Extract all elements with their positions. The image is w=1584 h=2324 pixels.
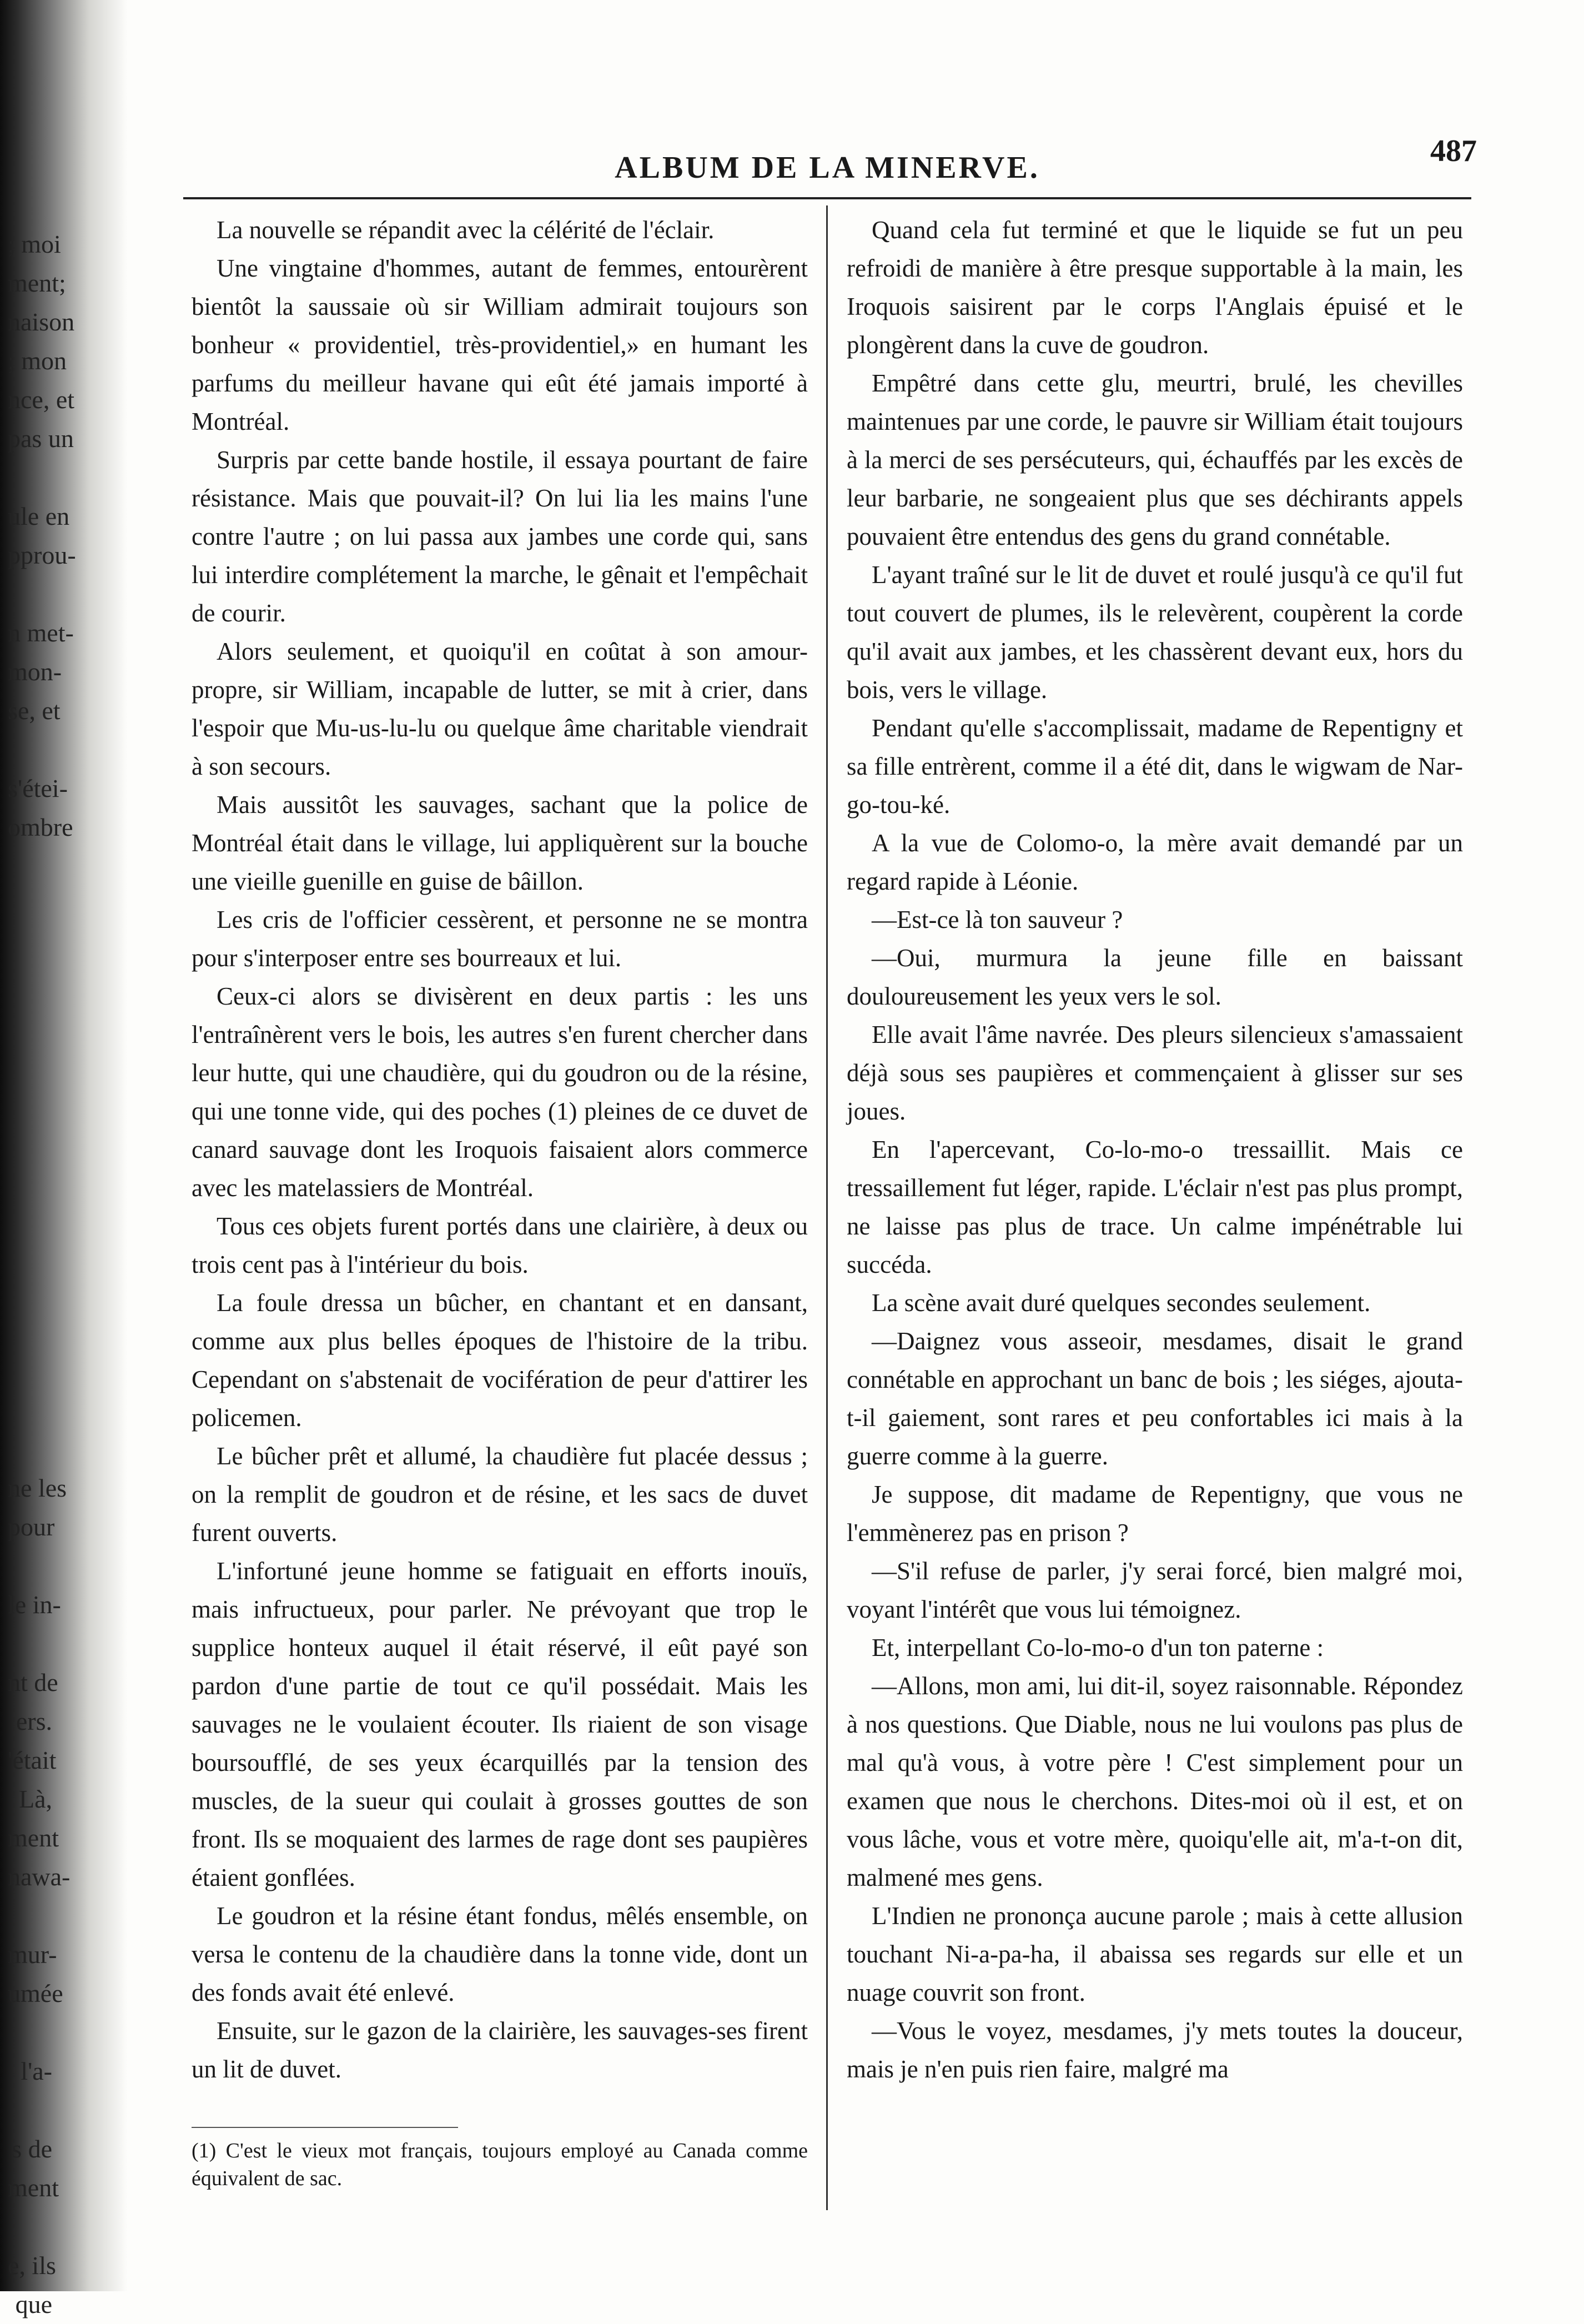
column-divider xyxy=(826,205,828,2210)
previous-column-line: umée xyxy=(8,1979,63,2007)
paragraph: —Allons, mon ami, lui dit-il, soyez raisonnable. Répondez à nos questions. Que Diable, nous ne lui voulons pas plus de mal qu'à vous, à votre père ! C'est simplement pour un examen que nous le cherchons. Dites-moi où il est, et on vous lâche, vous et votre mère, quoiqu'elle ait, m'a-t-on dit, malmené mes gens. xyxy=(847,1672,1463,1891)
paragraph: Tous ces objets furent portés dans une clairière, à deux ou trois cent pas à l'intérieur du bois. xyxy=(192,1212,808,1278)
paragraph: —Daignez vous asseoir, mesdames, disait le grand connétable en approchant un banc de bois ; les siéges, ajouta-t-il gaiement, sont rares et peu confortables ici mais à la guerre comme à la guerre. xyxy=(847,1327,1463,1470)
previous-column-line: que xyxy=(15,2290,52,2318)
previous-column-line: se, et xyxy=(8,696,61,725)
previous-column-line xyxy=(8,1002,52,1041)
previous-column-line: pas un xyxy=(8,424,74,453)
paragraph: Le goudron et la résine étant fondus, mêlés ensemble, on versa le contenu de la chaudière dans la tonne vide, dont un des fonds avait été enlevé. xyxy=(192,1902,808,2006)
paragraph: Ceux-ci alors se divisèrent en deux partis : les uns l'entraînèrent vers le bois, les autres s'en furent chercher dans leur hutte, qui une chaudière, qui du goudron ou de la résine, qui une tonne vide, qui des poches (1) pleines de ce duvet de canard sauvage dont les Iroquois faisaient alors commerce avec les matelassiers de Montréal. xyxy=(192,982,808,1202)
paragraph: Ensuite, sur le gazon de la clairière, les sauvages-ses firent un lit de duvet. xyxy=(192,2017,808,2083)
paragraph: Pendant qu'elle s'accomplissait, madame de Repentigny et sa fille entrèrent, comme il a été dit, dans le wigwam de Nar-go-tou-ké. xyxy=(847,714,1463,819)
paragraph: —Vous le voyez, mesdames, j'y mets toutes la douceur, mais je n'en puis rien faire, malgré ma xyxy=(847,2017,1463,2083)
previous-column-line: s de xyxy=(12,2135,52,2163)
paragraph: Le bûcher prêt et allumé, la chaudière fut placée dessus ; on la remplit de goudron et de résine, et les sacs de duvet furent ouverts. xyxy=(192,1442,808,1547)
previous-column-line xyxy=(8,847,52,886)
previous-column-line xyxy=(8,1430,52,1469)
previous-column-line xyxy=(8,1624,52,1663)
paragraph: L'infortuné jeune homme se fatiguait en efforts inouïs, mais infructueux, pour parler. Ne prévoyant que trop le supplice honteux auquel il était réservé, il eût payé son pardon d'une partie de tout ce qu'il possédait. Mais les sauvages ne le voulaient écouter. Ils riaient de son visage boursoufflé, de ses yeux écarquillés par la tension des muscles, de la sueur qui coulait à grosses gouttes de son front. Ils se moquaient des larmes de rage dont ses paupières étaient gonflées. xyxy=(192,1557,808,1891)
paragraph: La foule dressa un bûcher, en chantant et en dansant, comme aux plus belles époques de l'histoire de la tribu. Cependant on s'abstenait de vocifération de peur d'attirer les policemen. xyxy=(192,1289,808,1432)
paragraph: Mais aussitôt les sauvages, sachant que la police de Montréal était dans le village, lui appliquèrent sur la bouche une vieille guenille en guise de bâillon. xyxy=(192,791,808,895)
previous-column-line: nt de xyxy=(8,1668,58,1696)
previous-column-line xyxy=(8,886,52,925)
paragraph: —S'il refuse de parler, j'y serai forcé, bien malgré moi, voyant l'intérêt que vous lui témoignez. xyxy=(847,1557,1463,1623)
previous-column-line: ; moi xyxy=(8,230,61,258)
paragraph: Surpris par cette bande hostile, il essaya pourtant de faire résistance. Mais que pouvait-il? On lui lia les mains l'une contre l'autre ; on lui passa aux jambes une corde qui, sans lui interdire complétement la marche, le gênait et l'empêchait de courir. xyxy=(192,446,808,627)
previous-column-line xyxy=(8,458,52,497)
paragraph: Les cris de l'officier cessèrent, et personne ne se montra pour s'interposer entre ses bourreaux et lui. xyxy=(192,906,808,972)
running-head-title: ALBUM DE LA MINERVE. xyxy=(615,150,1040,185)
previous-column-line xyxy=(8,1197,52,1236)
previous-column-line: s'étei- xyxy=(8,774,68,802)
previous-column-line xyxy=(8,1352,52,1391)
paragraph: L'Indien ne prononça aucune parole ; mais à cette allusion touchant Ni-a-pa-ha, il abaissa ses regards sur elle et un nuage couvrit son front. xyxy=(847,1902,1463,2006)
previous-column-line: nawa- xyxy=(8,1863,71,1891)
previous-column-line: naison xyxy=(8,308,75,336)
previous-column-line: ne les xyxy=(8,1474,67,1502)
previous-column-line xyxy=(8,2013,52,2052)
paragraph: L'ayant traîné sur le lit de duvet et roulé jusqu'à ce qu'il fut tout couvert de plumes, ils le relevèrent, coupèrent la corde qu'il avait aux jambes, et les chassèrent devant eux, hors du bois, vers le village. xyxy=(847,561,1463,704)
paragraph: Et, interpellant Co-lo-mo-o d'un ton paterne : xyxy=(872,1634,1324,1662)
paragraph: Elle avait l'âme navrée. Des pleurs silencieux s'amassaient déjà sous ses paupières et commençaient à glisser sur ses joues. xyxy=(847,1021,1463,1125)
paragraph: Quand cela fut terminé et que le liquide se fut un peu refroidi de manière à être presque supportable à la main, les Iroquois saisirent par le corps l'Anglais épuisé et le plongèrent dans la cuve de goudron. xyxy=(847,216,1463,359)
right-text-column xyxy=(847,211,1463,2089)
previous-column-line xyxy=(8,1391,52,1430)
previous-column-line: ment xyxy=(8,1824,59,1852)
previous-column-line xyxy=(8,2091,52,2130)
previous-column-line: pprou- xyxy=(8,541,76,569)
page-number: 487 xyxy=(1430,134,1477,168)
previous-column-line: ; mon xyxy=(8,347,67,375)
paragraph: La scène avait duré quelques secondes seulement. xyxy=(872,1289,1371,1317)
previous-column-line xyxy=(8,1158,52,1197)
paragraph: Alors seulement, et quoiqu'il en coûtat à son amour-propre, sir William, incapable de lutter, se mit à crier, dans l'espoir que Mu-us-lu-lu ou quelque âme charitable viendrait à son secours. xyxy=(192,638,808,780)
footnote-rule xyxy=(192,2127,458,2128)
previous-column-line xyxy=(8,730,52,769)
previous-column-line xyxy=(8,963,52,1002)
previous-column-line: e, ils xyxy=(8,2251,56,2280)
previous-column-line: ers. xyxy=(16,1707,52,1735)
paragraph: A la vue de Colomo-o, la mère avait demandé par un regard rapide à Léonie. xyxy=(847,829,1463,895)
previous-column-line: le in- xyxy=(8,1590,61,1619)
previous-column-line: 'était xyxy=(8,1746,57,1774)
previous-column-line: mur- xyxy=(8,1940,57,1969)
left-text-column xyxy=(192,211,808,2089)
header-rule xyxy=(183,197,1471,199)
previous-column-line xyxy=(8,1080,52,1119)
previous-column-line xyxy=(8,1896,52,1935)
previous-column-line: n met- xyxy=(8,619,74,647)
previous-column-line xyxy=(8,1274,52,1313)
previous-column-line: ment; xyxy=(8,269,66,297)
previous-column-line: Là, xyxy=(18,1785,52,1813)
previous-column-line xyxy=(8,1547,52,1585)
paragraph: Une vingtaine d'hommes, autant de femmes, entourèrent bientôt la saussaie où sir William admirait toujours son bonheur « providentiel, très-providentiel,» en humant les parfums du meilleur havane qui eût été jamais importé à Montréal. xyxy=(192,254,808,435)
paragraph: —Est-ce là ton sauveur ? xyxy=(872,906,1123,933)
footnote: (1) C'est le vieux mot français, toujours employé au Canada comme équivalent de sac. xyxy=(192,2139,808,2190)
previous-column-line xyxy=(8,1041,52,1080)
previous-column-line: pour xyxy=(8,1513,55,1541)
previous-column-line xyxy=(8,1313,52,1352)
paragraph: La nouvelle se répandit avec la célérité de l'éclair. xyxy=(217,216,715,244)
previous-column-line: mon- xyxy=(8,657,62,686)
previous-column-line xyxy=(8,575,52,614)
previous-column-line: l'a- xyxy=(21,2057,52,2085)
previous-column-line: ule en xyxy=(8,502,70,530)
previous-column-line xyxy=(8,1236,52,1274)
paragraph: En l'apercevant, Co-lo-mo-o tressaillit. Mais ce tressaillement fut léger, rapide. L'éclair n'est pas plus prompt, ne laisse pas plus de trace. Un calme impénétrable lui succéda. xyxy=(847,1136,1463,1278)
previous-column-line xyxy=(8,925,52,963)
previous-column-line: ment xyxy=(8,2174,59,2202)
paragraph: —Oui, murmura la jeune fille en baissant douloureusement les yeux vers le sol. xyxy=(847,944,1463,1010)
previous-page-column-fragment xyxy=(8,225,76,2324)
previous-column-line xyxy=(8,2207,52,2246)
paragraph: Je suppose, dit madame de Repentigny, que vous ne l'emmènerez pas en prison ? xyxy=(847,1480,1463,1547)
paragraph: Empêtré dans cette glu, meurtri, brulé, les chevilles maintenues par une corde, le pauvre sir William était toujours à la merci de ses persécuteurs, qui, échauffés par les excès de leur barbarie, ne songeaient plus que ses déchirants appels pouvaient être entendus des gens du grand connétable. xyxy=(847,369,1463,550)
previous-column-line xyxy=(8,1119,52,1158)
page-header xyxy=(178,128,1477,194)
previous-column-line: nce, et xyxy=(8,385,75,414)
previous-column-line: ombre xyxy=(8,813,73,841)
